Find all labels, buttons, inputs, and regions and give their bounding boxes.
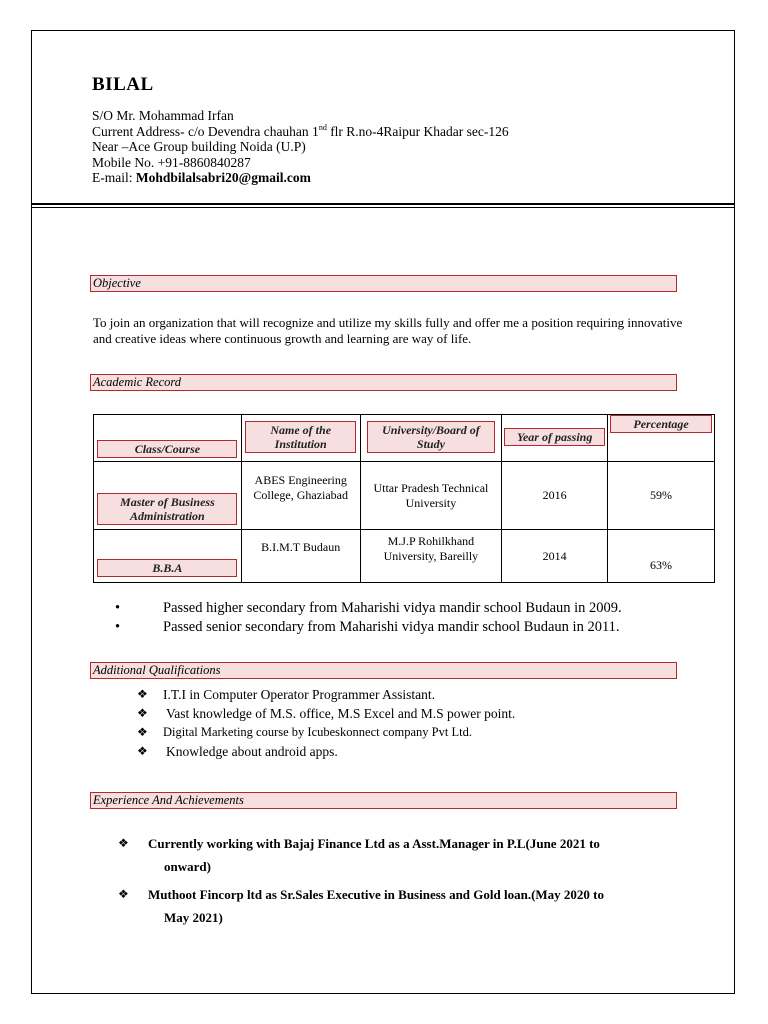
diamond-bullet-icon: ❖ <box>118 836 129 850</box>
table-header-row <box>94 415 715 462</box>
academic-table <box>93 414 715 583</box>
qualifications-heading: Additional Qualifications <box>90 662 677 679</box>
list-item-text: Passed higher secondary from Maharishi vidya mandir school Budaun in 2009. <box>163 600 622 616</box>
contact-info <box>92 108 509 186</box>
list-item <box>137 704 515 723</box>
list-item-text: Passed senior secondary from Maharishi vidya mandir school Budaun in 2011. <box>163 619 620 635</box>
diamond-bullet-icon: ❖ <box>137 725 148 739</box>
year-cell: 2014 <box>502 530 608 583</box>
course-cell <box>94 462 242 530</box>
experience-line: Muthoot Fincorp ltd as Sr.Sales Executive in Business and Gold loan.(May 2020 to <box>148 887 605 902</box>
list-item <box>115 599 622 618</box>
qualifications-list <box>137 685 515 761</box>
header-cell <box>94 415 242 462</box>
header-board: University/Board of Study <box>367 421 495 453</box>
institution-cell: B.I.M.T Budaun <box>241 530 360 583</box>
header-cell <box>360 415 502 462</box>
header-divider-thin <box>31 207 735 208</box>
experience-line: onward) <box>164 859 211 874</box>
list-item <box>137 742 515 761</box>
email-line <box>92 170 509 186</box>
header-cell <box>241 415 360 462</box>
candidate-name: BILAL <box>92 74 154 95</box>
header-cell <box>502 415 608 462</box>
course-name: Master of Business Administration <box>97 493 237 525</box>
address-line <box>92 124 509 140</box>
board-cell: M.J.P Rohilkhand University, Bareilly <box>360 530 502 583</box>
address-suffix: flr R.no-4Raipur Khadar sec-126 <box>326 123 509 139</box>
diamond-bullet-icon: ❖ <box>137 706 148 720</box>
address-sup: nd <box>318 122 327 132</box>
list-item-text <box>148 832 688 878</box>
table-row <box>94 462 715 530</box>
table-row <box>94 530 715 583</box>
percentage-cell: 59% <box>608 462 715 530</box>
objective-text: To join an organization that will recognize and utilize my skills fully and offer me a position requiring innovative and creative ideas where continuous growth and learning are way of life. <box>93 315 683 346</box>
list-item-text: Knowledge about android apps. <box>166 744 338 759</box>
diamond-bullet-icon: ❖ <box>118 887 129 901</box>
list-item <box>118 832 688 878</box>
list-item <box>137 685 515 704</box>
percentage-cell: 63% <box>608 530 715 583</box>
bullet-symbol: • <box>115 619 121 635</box>
address-line-2: Near –Ace Group building Noida (U.P) <box>92 139 306 154</box>
experience-line: May 2021) <box>164 910 223 925</box>
header-divider <box>31 203 735 205</box>
mobile-line: Mobile No. +91-8860840287 <box>92 154 251 170</box>
list-item-text: I.T.I in Computer Operator Programmer Assistant. <box>163 687 435 702</box>
address-prefix: Current Address- c/o Devendra chauhan 1 <box>92 123 319 139</box>
header-cell <box>608 415 715 462</box>
list-item <box>137 723 515 742</box>
header-percentage: Percentage <box>610 415 712 433</box>
objective-heading: Objective <box>90 275 677 292</box>
list-item-text <box>148 883 688 929</box>
list-item <box>118 883 688 929</box>
course-cell <box>94 530 242 583</box>
board-cell: Uttar Pradesh Technical University <box>360 462 502 530</box>
experience-heading: Experience And Achievements <box>90 792 677 809</box>
list-item-text: Digital Marketing course by Icubeskonnect company Pvt Ltd. <box>163 725 472 739</box>
experience-list <box>118 832 688 934</box>
diamond-bullet-icon: ❖ <box>137 687 148 701</box>
year-cell: 2016 <box>502 462 608 530</box>
header-class-course: Class/Course <box>97 440 237 458</box>
header-year: Year of passing <box>504 428 605 446</box>
institution-cell: ABES Engineering College, Ghaziabad <box>241 462 360 530</box>
list-item <box>115 618 622 637</box>
relation-line: S/O Mr. Mohammad Irfan <box>92 108 234 123</box>
experience-line: Currently working with Bajaj Finance Ltd as a Asst.Manager in P.L(June 2021 to <box>148 836 600 851</box>
bullet-symbol: • <box>115 600 121 616</box>
schooling-list <box>115 599 622 637</box>
course-name: B.B.A <box>97 559 237 577</box>
header-institution: Name of the Institution <box>245 421 356 453</box>
academic-heading: Academic Record <box>90 374 677 391</box>
email-value[interactable]: Mohdbilalsabri20@gmail.com <box>135 170 311 185</box>
email-label: E-mail: <box>92 170 136 185</box>
list-item-text: Vast knowledge of M.S. office, M.S Excel and M.S power point. <box>166 706 516 721</box>
diamond-bullet-icon: ❖ <box>137 744 148 758</box>
